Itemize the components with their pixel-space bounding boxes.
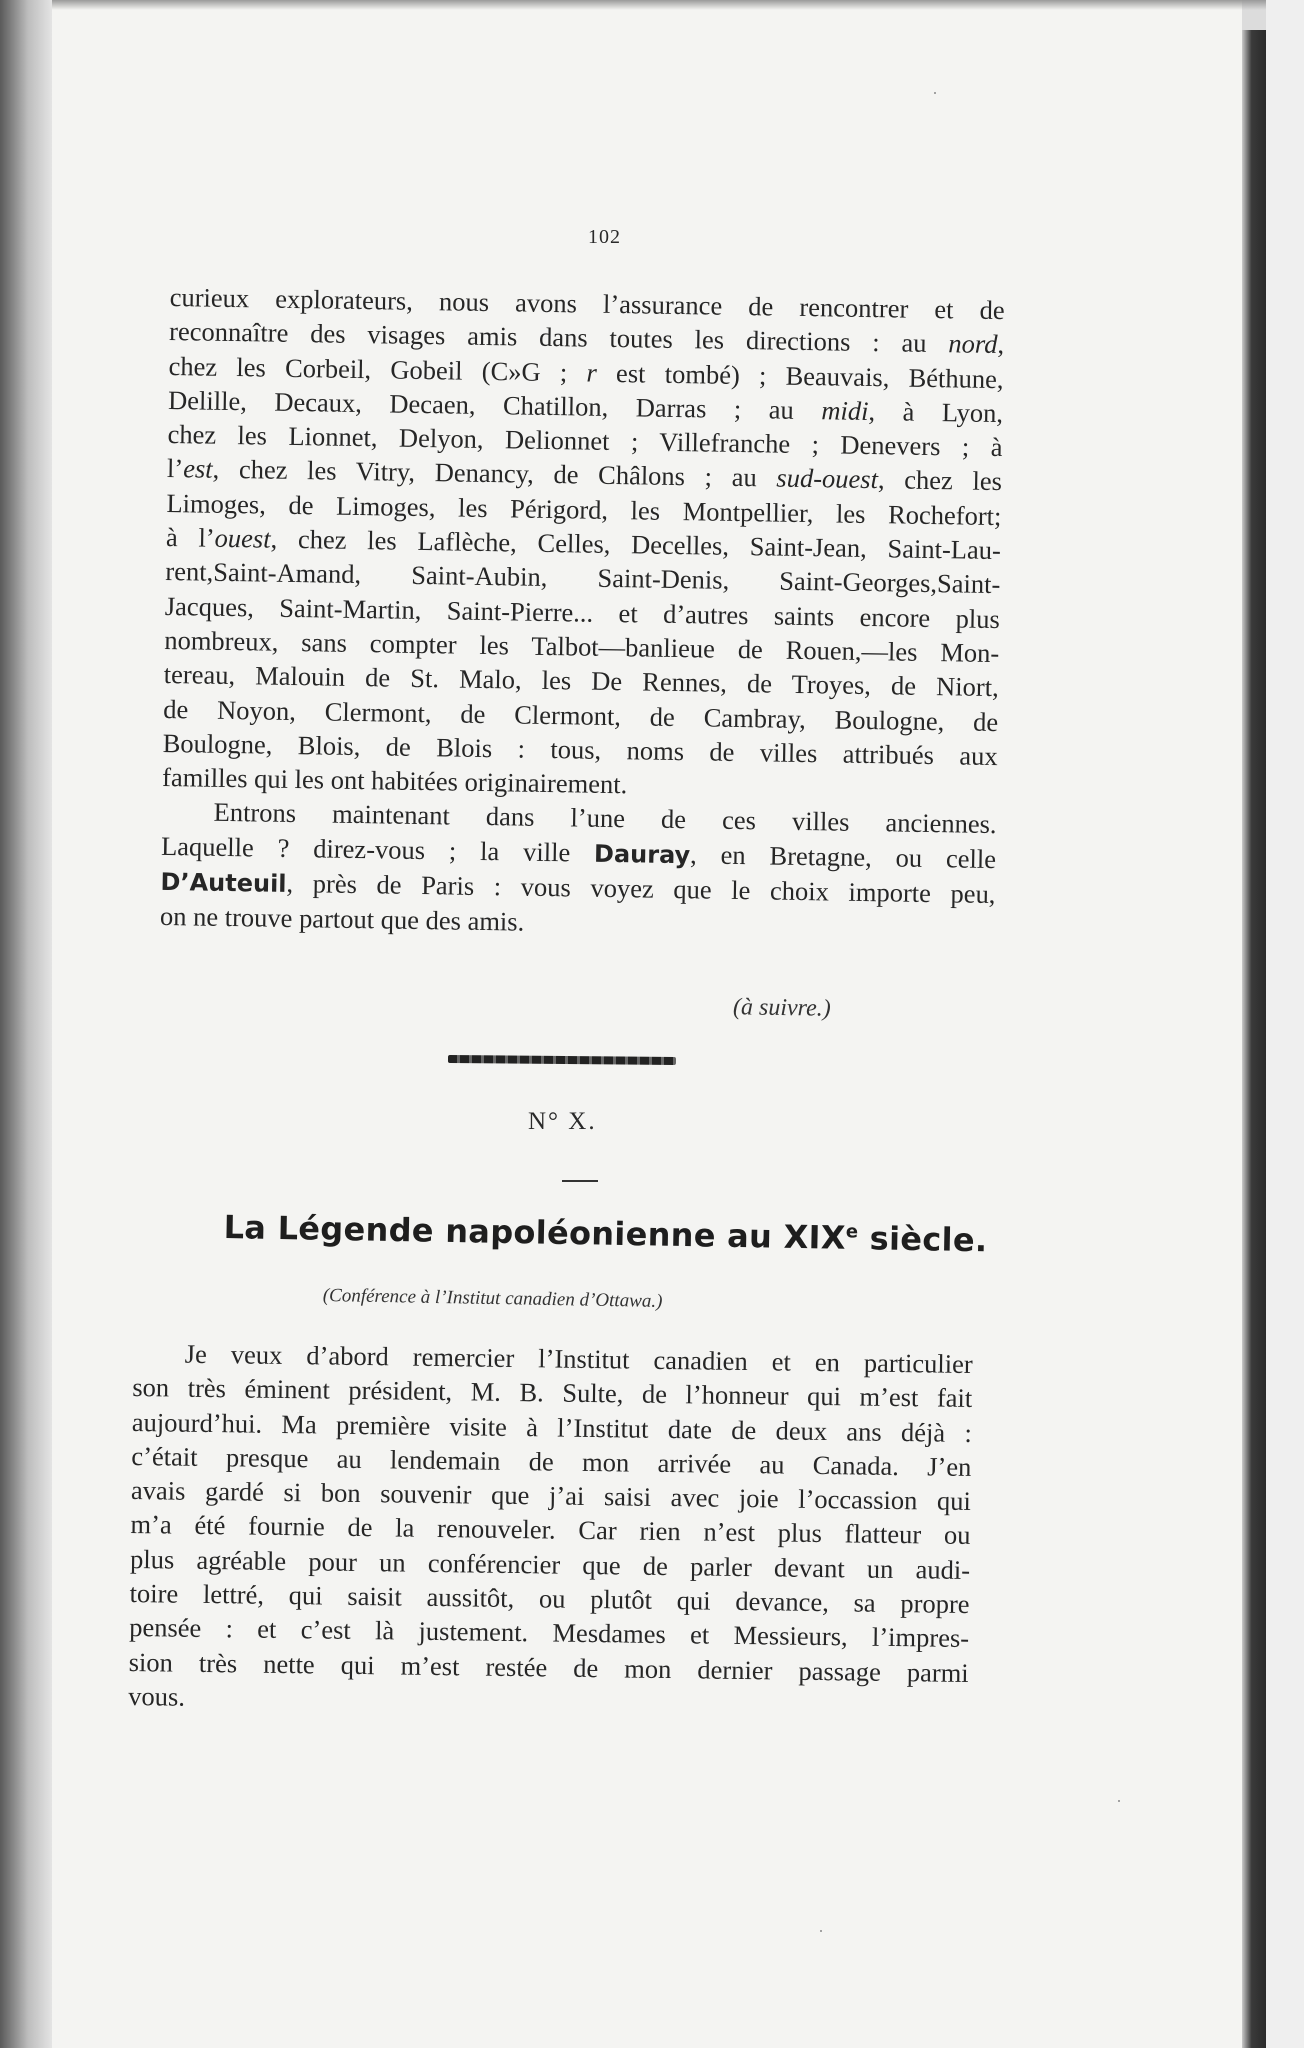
- page-number: 102: [588, 226, 621, 248]
- to-be-continued-note: (à suivre.): [732, 994, 831, 1022]
- paper-speck: [820, 1930, 822, 1932]
- article-title-text: La Légende napoléonienne au XIXe siècle.: [223, 1208, 988, 1260]
- article-body: [128, 1336, 973, 1724]
- text-line: Delille, Decaux, Decaen, Chatillon, Darras ; au midi, à Lyon,: [167, 384, 1004, 428]
- text-line: de Noyon, Clermont, de Clermont, de Cambray, Boulogne, de: [163, 693, 999, 737]
- text-line: Entrons maintenant dans l’une de ces villes anciennes.: [213, 797, 997, 840]
- text-line: chez les Corbeil, Gobeil (C»G ; r est tombé) ; Beauvais, Béthune,: [168, 350, 1004, 394]
- next-page-edge: [1266, 0, 1304, 2048]
- short-divider-rule: [562, 1180, 598, 1182]
- paper-speck: [1118, 1800, 1120, 1802]
- text-line: reconnaître des visages amis dans toutes les directions : au nord,: [168, 316, 1005, 360]
- text-line: familles qui les ont habitées originairement.: [161, 762, 628, 800]
- text-line: l’est, chez les Vitry, Denancy, de Châlons ; au sud-ouest, chez les: [166, 453, 1003, 497]
- continuation-text: [160, 280, 1005, 947]
- text-line: on ne trouve partout que des amis.: [159, 901, 525, 937]
- text-line: son très éminent président, M. B. Sulte, de l’honneur qui m’est fait: [132, 1372, 973, 1414]
- page-gutter-shadow: [1242, 30, 1266, 2048]
- text-line: m’a été fournie de la renouveler. Car rien n’est plus flatteur ou: [130, 1509, 971, 1551]
- text-line: à l’ouest, chez les Laflèche, Celles, Decelles, Saint-Jean, Saint-Lau-: [165, 522, 1002, 566]
- text-line: Laquelle ? direz-vous ; la ville Dauray, en Bretagne, ou celle: [160, 830, 997, 874]
- text-line: nombreux, sans compter les Talbot—banlieue de Rouen,—les Mon-: [164, 624, 1000, 669]
- text-line: D’Auteuil, près de Paris : vous voyez que le choix importe peu,: [160, 867, 996, 910]
- issue-number: N° X.: [528, 1108, 597, 1135]
- text-line: rent,Saint-Amand, Saint-Aubin, Saint-Denis, Saint-Georges,Saint-: [165, 556, 1001, 600]
- text-line: plus agréable pour un conférencier que de parler devant un audi-: [129, 1543, 971, 1585]
- text-line: curieux explorateurs, nous avons l’assurance de rencontrer et de: [169, 281, 1005, 326]
- text-line: Jacques, Saint-Martin, Saint-Pierre... et d’autres saints encore plus: [164, 590, 1001, 634]
- paper-speck: [934, 92, 936, 94]
- text-line: tereau, Malouin de St. Malo, les De Rennes, de Troyes, de Niort,: [163, 659, 999, 703]
- text-line: Je veux d’abord remercier l’Institut canadien et en particulier: [184, 1338, 973, 1379]
- text-line: pensée : et c’est là justement. Mesdames et Messieurs, l’impres-: [128, 1612, 970, 1654]
- text-line: aujourd’hui. Ma première visite à l’Institut date de deux ans déjà :: [131, 1406, 973, 1448]
- article-subtitle: (Conférence à l’Institut canadien d’Ottawa.): [322, 1285, 663, 1312]
- text-line: avais gardé si bon souvenir que j’ai saisi avec joie l’occassion qui: [130, 1475, 972, 1517]
- text-line: toire lettré, qui saisit aussitôt, ou plutôt qui devance, sa propre: [129, 1578, 970, 1620]
- page-top-shadow: [52, 0, 1266, 10]
- text-line: c’était presque au lendemain de mon arrivée au Canada. J’en: [131, 1440, 972, 1482]
- text-line: chez les Lionnet, Delyon, Delionnet ; Villefranche ; Denevers ; à: [167, 419, 1003, 463]
- text-line: sion très nette qui m’est restée de mon dernier passage parmi: [128, 1646, 969, 1688]
- book-spine-edge: [0, 0, 52, 2048]
- text-line: Boulogne, Blois, de Blois : tous, noms de villes attribués aux: [162, 727, 998, 771]
- text-line: vous.: [128, 1680, 186, 1712]
- text-line: Limoges, de Limoges, les Périgord, les Montpellier, les Rochefort;: [166, 487, 1002, 531]
